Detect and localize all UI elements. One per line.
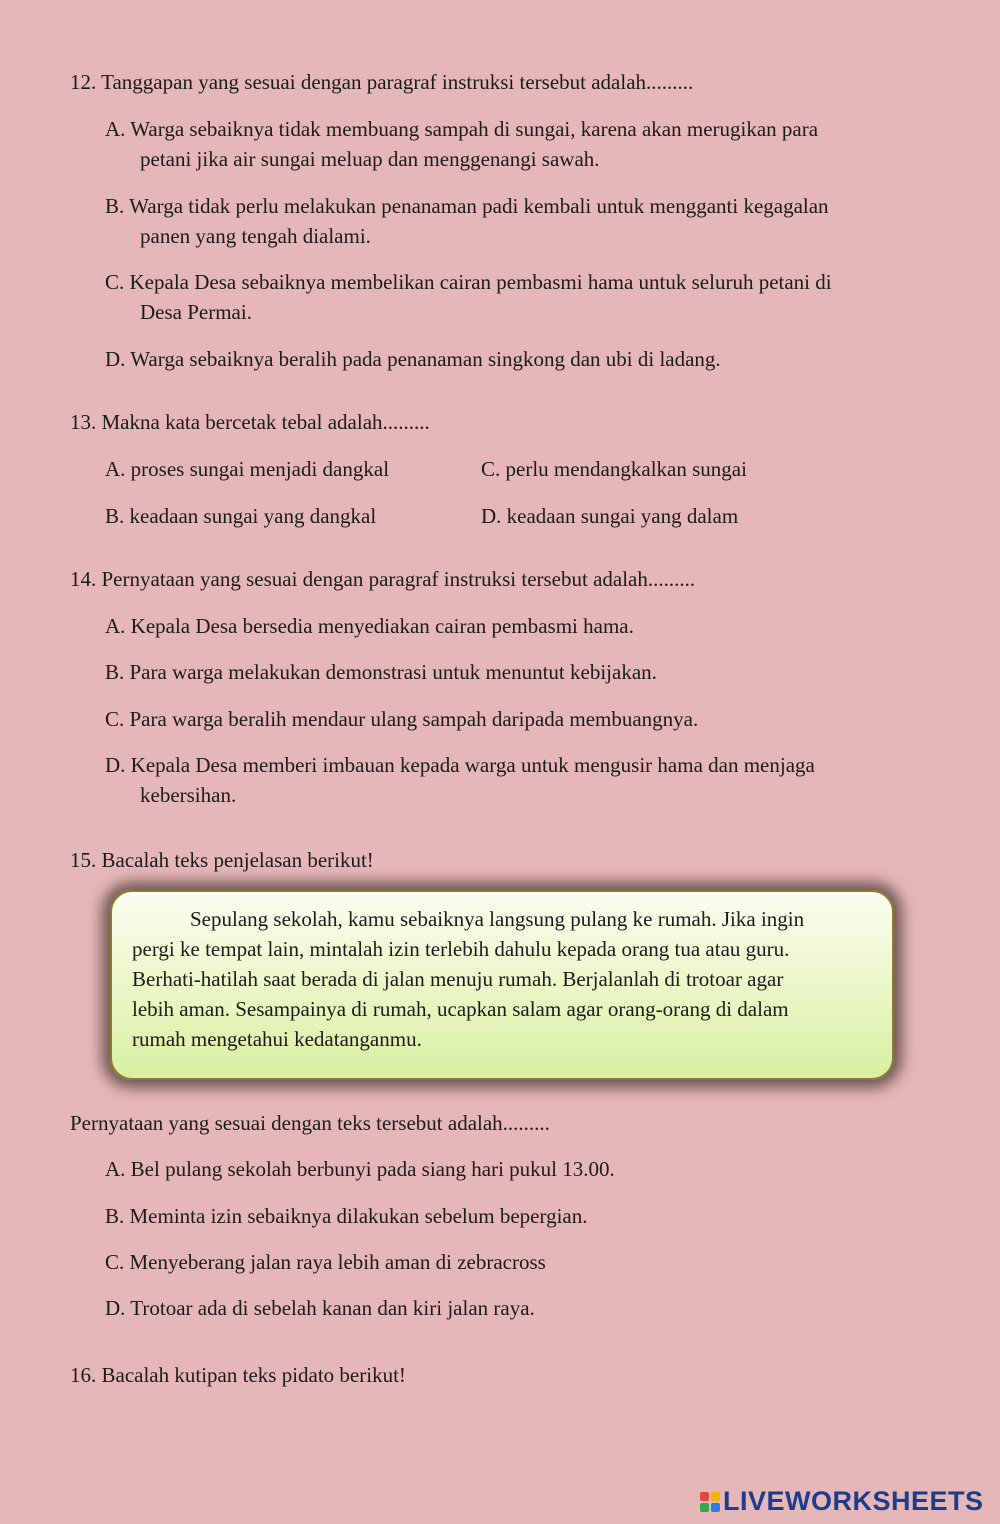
q12-option-b[interactable]: B. Warga tidak perlu melakukan penanaman padi kembali untuk mengganti kegagalan [105, 194, 829, 218]
q13-option-b[interactable]: B. keadaan sungai yang dangkal [105, 504, 377, 528]
q15-option-c[interactable]: C. Menyeberang jalan raya lebih aman di zebracross [105, 1250, 546, 1274]
q12-option-a[interactable]: A. Warga sebaiknya tidak membuang sampah di sungai, karena akan merugikan para [105, 117, 819, 141]
q12-option-d[interactable]: D. Warga sebaiknya beralih pada penanaman singkong dan ubi di ladang. [105, 347, 721, 371]
passage-line: rumah mengetahui kedatanganmu. [132, 1027, 422, 1051]
passage-line: pergi ke tempat lain, mintalah izin terlebih dahulu kepada orang tua atau guru. [132, 937, 790, 961]
q15-option-b[interactable]: B. Meminta izin sebaiknya dilakukan sebelum bepergian. [105, 1204, 588, 1228]
question-15-prompt: Pernyataan yang sesuai dengan teks tersebut adalah......... [70, 1111, 550, 1135]
q12-option-b-cont[interactable]: panen yang tengah dialami. [140, 224, 371, 248]
passage-box [110, 890, 894, 1080]
q12-option-a-cont[interactable]: petani jika air sungai meluap dan menggenangi sawah. [140, 147, 600, 171]
q14-option-b[interactable]: B. Para warga melakukan demonstrasi untuk menuntut kebijakan. [105, 660, 657, 684]
liveworksheets-logo[interactable] [700, 1486, 984, 1517]
q13-option-a[interactable]: A. proses sungai menjadi dangkal [105, 457, 390, 481]
q14-option-d[interactable]: D. Kepala Desa memberi imbauan kepada warga untuk mengusir hama dan menjaga [105, 753, 815, 777]
passage-line: lebih aman. Sesampainya di rumah, ucapkan salam agar orang-orang di dalam [132, 997, 789, 1021]
passage-line: Berhati-hatilah saat berada di jalan menuju rumah. Berjalanlah di trotoar agar [132, 967, 784, 991]
logo-square [700, 1503, 709, 1512]
q15-option-a[interactable]: A. Bel pulang sekolah berbunyi pada siang hari pukul 13.00. [105, 1157, 615, 1181]
q14-option-a[interactable]: A. Kepala Desa bersedia menyediakan cairan pembasmi hama. [105, 614, 634, 638]
logo-square [711, 1503, 720, 1512]
q13-option-d[interactable]: D. keadaan sungai yang dalam [481, 504, 739, 528]
liveworksheets-mark-icon [700, 1492, 720, 1512]
q12-option-c[interactable]: C. Kepala Desa sebaiknya membelikan cairan pembasmi hama untuk seluruh petani di [105, 270, 832, 294]
passage-line: Sepulang sekolah, kamu sebaiknya langsung pulang ke rumah. Jika ingin [190, 907, 805, 931]
question-15: 15. Bacalah teks penjelasan berikut! [70, 848, 374, 872]
logo-square [700, 1492, 709, 1501]
question-12: 12. Tanggapan yang sesuai dengan paragraf instruksi tersebut adalah......... [70, 70, 694, 94]
q14-option-c[interactable]: C. Para warga beralih mendaur ulang sampah daripada membuangnya. [105, 707, 699, 731]
logo-square [711, 1492, 720, 1501]
question-13: 13. Makna kata bercetak tebal adalah......... [70, 410, 430, 434]
q15-option-d[interactable]: D. Trotoar ada di sebelah kanan dan kiri jalan raya. [105, 1296, 535, 1320]
q12-option-c-cont[interactable]: Desa Permai. [140, 300, 252, 324]
question-16: 16. Bacalah kutipan teks pidato berikut! [70, 1363, 406, 1387]
q14-option-d-cont[interactable]: kebersihan. [140, 783, 237, 807]
logo-text: LIVEWORKSHEETS [723, 1486, 984, 1516]
q13-option-c[interactable]: C. perlu mendangkalkan sungai [481, 457, 747, 481]
question-14: 14. Pernyataan yang sesuai dengan paragraf instruksi tersebut adalah......... [70, 567, 696, 591]
